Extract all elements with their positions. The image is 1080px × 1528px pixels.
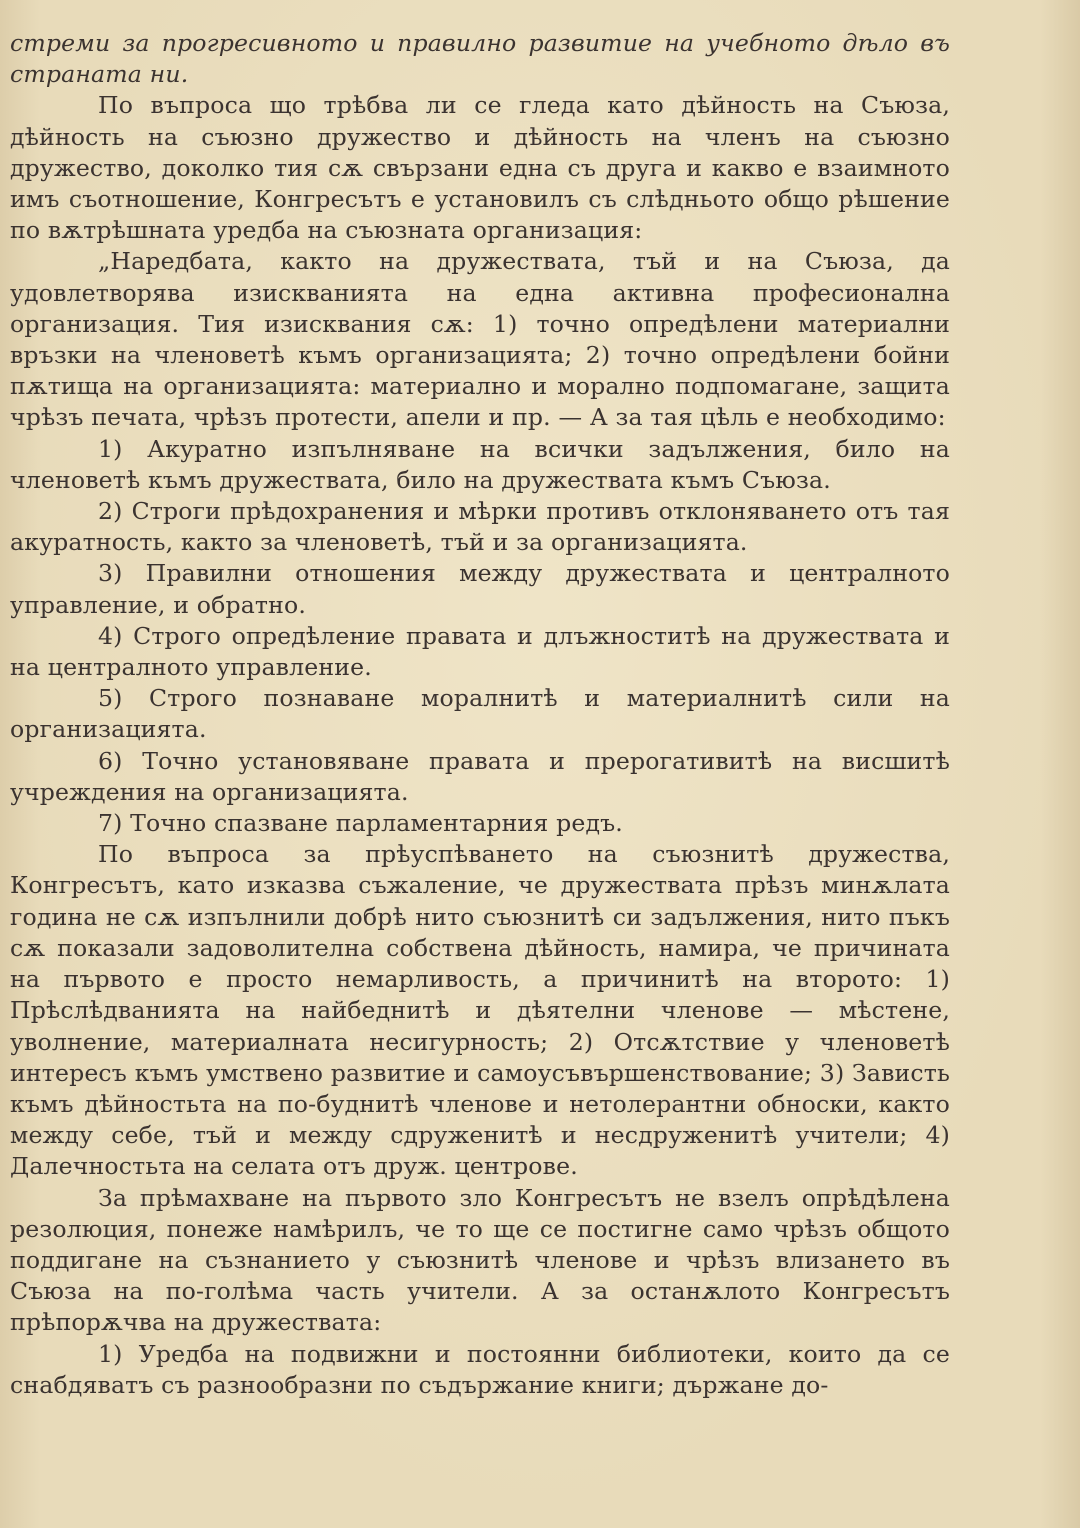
list-item-3: 3) Правилни отношения между дружествата и централното управление, и обратно. — [10, 559, 950, 619]
paragraph-first-evil: За прѣмахване на първото зло Конгресътъ не взелъ опрѣдѣлена резолюция, понеже намѣрилъ, че то ще се постигне само чрѣзъ общото поддигане на съзнанието у съюзнитѣ членове и чрѣзъ влизането въ Съюза на по-голѣма часть учители. А за останѫлото Конгресътъ прѣпорѫчва на дружествата: — [10, 1183, 950, 1337]
paragraph-resolution-quote: „Наредбата, както на дружествата, тъй и на Съюза, да удовлетворява изискванията на една активна професионална организация. Тия изисквания сѫ: 1) точно опредѣлени материални връзки на членоветѣ къмъ организацията; 2) точно опредѣлени бойни пѫтища на организацията: материално и морално подпомагане, защита чрѣзъ печата, чрѣзъ протести, апели и пр. — А за тая цѣль е необходимо: — [10, 247, 950, 432]
list-item-7: 7) Точно спазване парламентарния редъ. — [98, 809, 623, 838]
list-item-libraries: 1) Уредба на подвижни и постоянни библиотеки, които да се снабдяватъ съ разнообразни по съдържание книги; държане до- — [10, 1339, 950, 1399]
body-text — [10, 28, 950, 1401]
list-item-5: 5) Строго познаване моралнитѣ и материалнитѣ сили на организацията. — [10, 684, 950, 744]
paragraph-organization-question: По въпроса що трѣбва ли се гледа като дѣйность на Съюза, дѣйность на съюзно дружество и дѣйность на членъ на съюзно дружество, доколко тия сѫ свързани една съ друга и какво е взаимното имъ съотношение, Конгресътъ е установилъ съ слѣдньото общо рѣшение по вѫтрѣшната уредба на съюзната организация: — [10, 91, 950, 245]
list-item-4: 4) Строго опредѣление правата и длъжноститѣ на дружествата и на централното управление. — [10, 621, 950, 682]
list-item-2: 2) Строги прѣдохранения и мѣрки противъ отклоняването отъ тая акуратность, както за членоветѣ, тъй и за организацията. — [10, 497, 950, 557]
paragraph-continuation: стреми за прогресивното и правилно развитие на учебното дѣло въ страната ни. — [10, 29, 950, 89]
paragraph-societies-progress: По въпроса за прѣуспѣването на съюзнитѣ дружества, Конгресътъ, като изказва съжаление, че дружествата прѣзъ минѫлата година не сѫ изпълнили добрѣ нито съюзнитѣ си задължения, нито пъкъ сѫ показали задоволителна собствена дѣйность, намира, че причината на първото е просто немарливость, а причинитѣ на второто: 1) Прѣслѣдванията на найбеднитѣ и дѣятелни членове — мѣстене, уволнение, материалната несигурность; 2) Отсѫтствие у членоветѣ интересъ къмъ умствено развитие и самоусъвършенствование; 3) Зависть къмъ дѣйностьта на по-буднитѣ членове и нетолерантни обноски, както между себе, тъй и между сдруженитѣ и несдруженитѣ учители; 4) Далечностьта на селата отъ друж. центрове. — [10, 840, 950, 1181]
list-item-6: 6) Точно установяване правата и прерогативитѣ на висшитѣ учреждения на организацията. — [10, 746, 950, 806]
list-item-1: 1) Акуратно изпълняване на всички задължения, било на членоветѣ къмъ дружествата, било на дружествата къмъ Съюза. — [10, 434, 950, 494]
